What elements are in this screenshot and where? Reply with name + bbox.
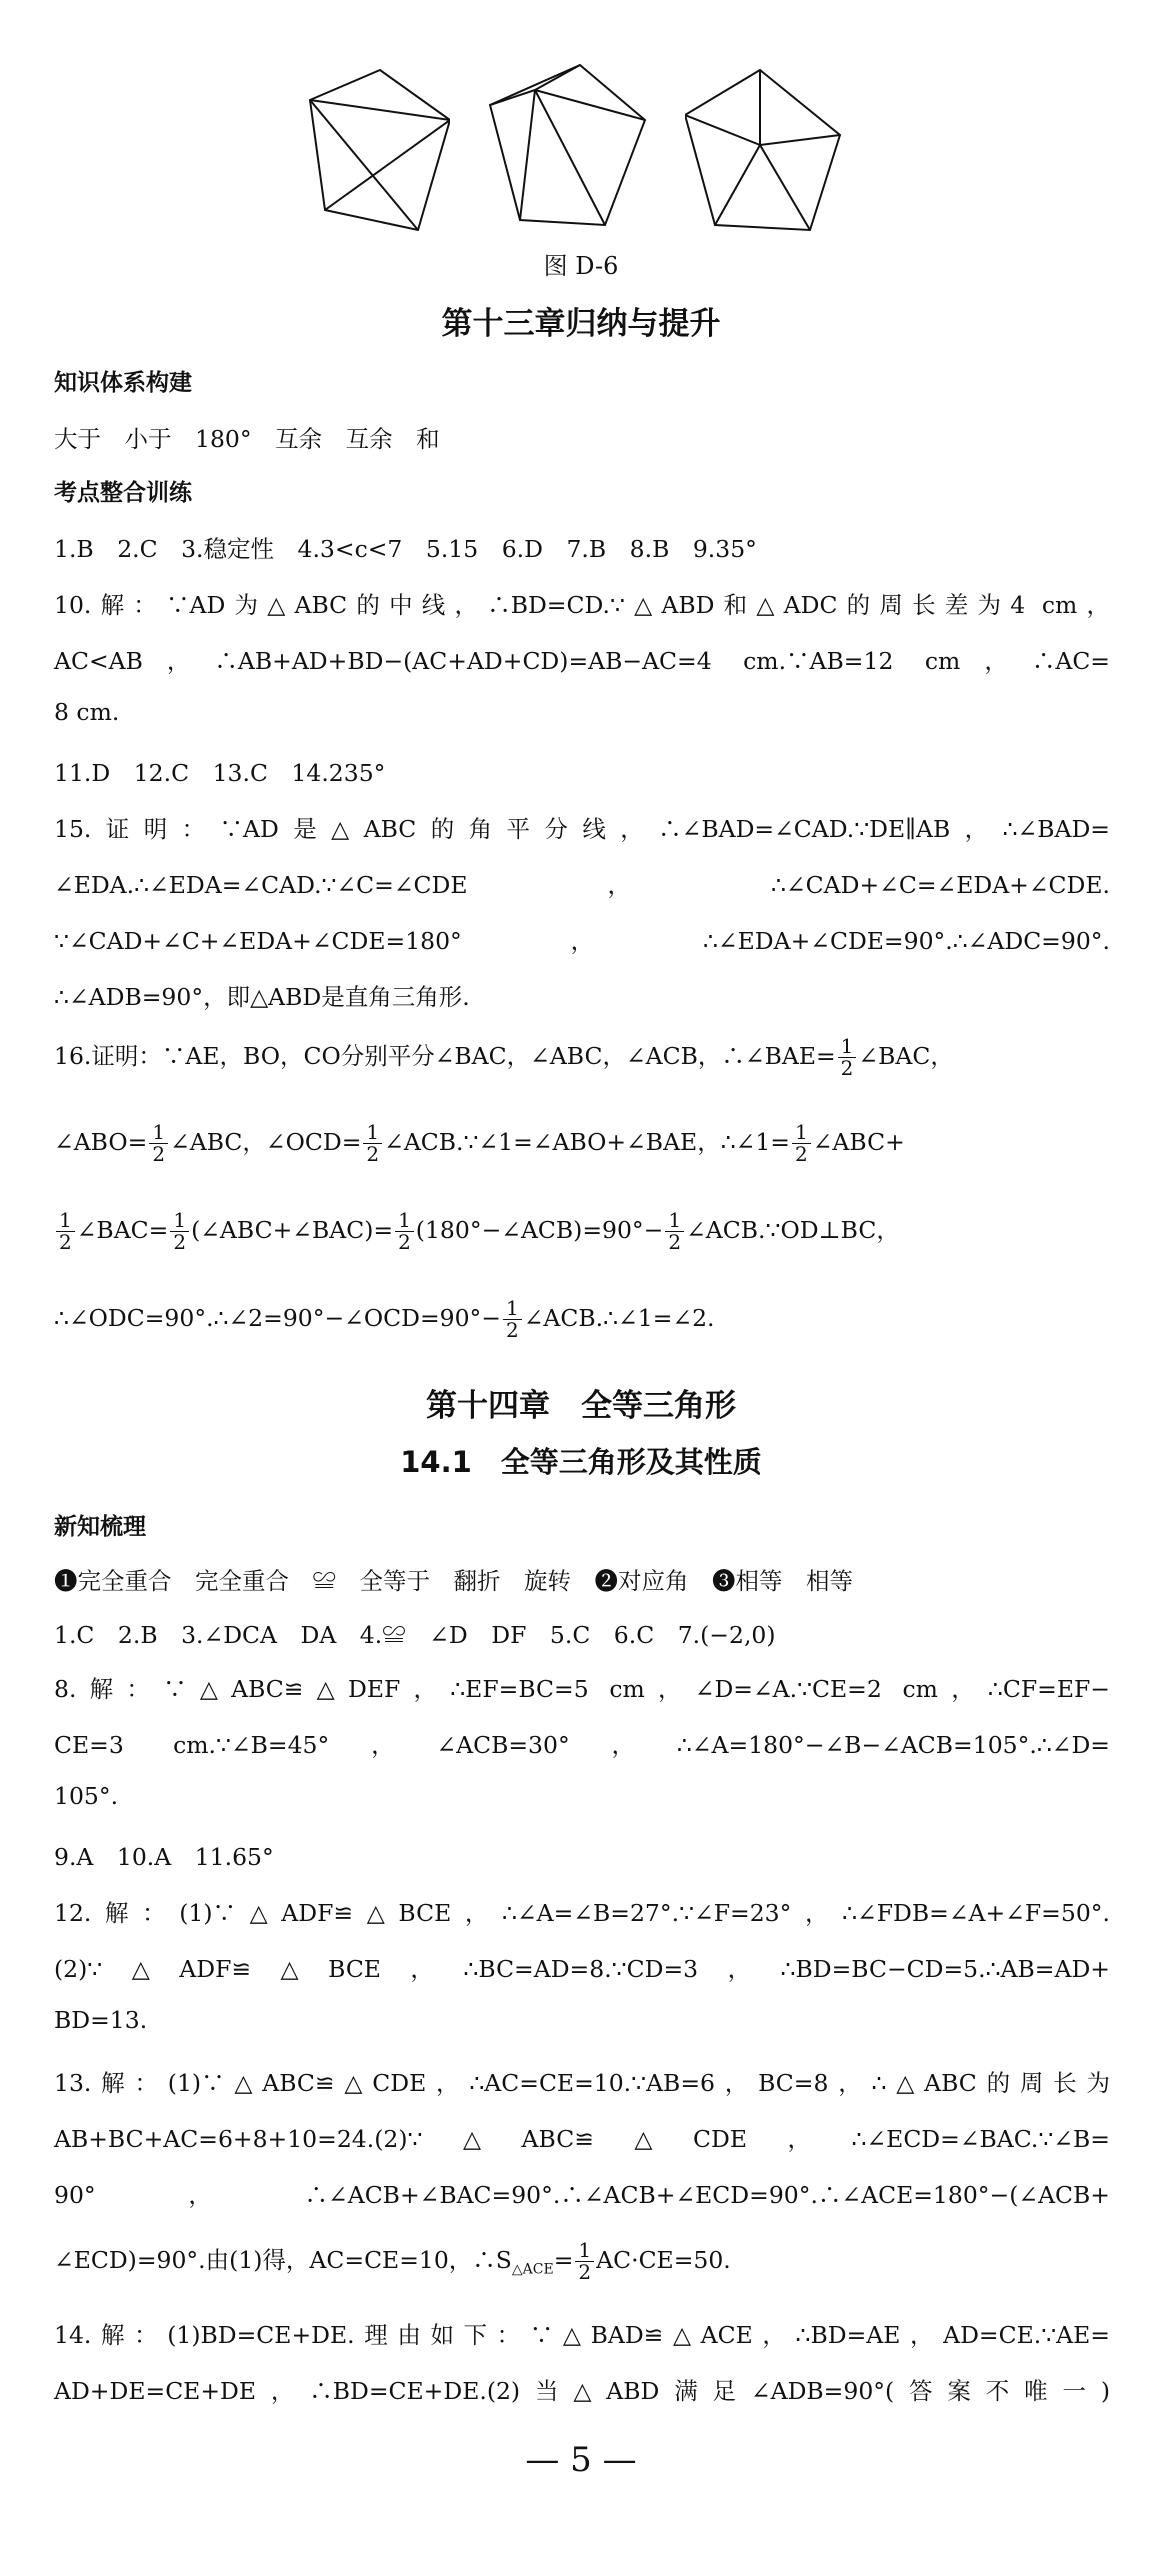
fraction-half: $\frac{1}{2}$	[792, 1122, 811, 1165]
pentagon-figure-1	[300, 60, 450, 240]
answer-13-line4	[54, 2240, 1110, 2283]
answer-13-line1: 13.解：(1)∵△ABC≌△CDE，∴AC=CE=10.∵AB=6，BC=8，∴△ABC的周长为	[54, 2069, 1110, 2097]
text: ∠ACB.∴∠1=∠2.	[523, 1304, 715, 1332]
answer-10-line2: AC<AB，∴AB+AD+BD−(AC+AD+CD)=AB−AC=4 cm.∵AB=12 cm，∴AC=	[54, 647, 1110, 675]
answers-1-7: 1.C 2.B 3.∠DCA DA 4.≌ ∠D DF 5.C 6.C 7.(−2,0)	[54, 1621, 776, 1649]
answer-8-line3: 105°.	[54, 1782, 119, 1810]
answer-12-line1: 12.解：(1)∵△ADF≌△BCE，∴∠A=∠B=27°.∵∠F=23°，∴∠FDB=∠A+∠F=50°.	[54, 1899, 1110, 1927]
answers-9-11: 9.A 10.A 11.65°	[54, 1843, 274, 1871]
answer-14-line2: AD+DE=CE+DE，∴BD=CE+DE.(2)当△ABD满足∠ADB=90°(答案不唯一)	[54, 2377, 1110, 2405]
fraction-half: $\frac{1}{2}$	[575, 2240, 594, 2283]
text: =	[553, 2246, 574, 2274]
text: ∠ACB.∵∠1=∠ABO+∠BAE，∴∠1=	[384, 1128, 790, 1156]
section-knowledge-system: 知识体系构建	[54, 370, 192, 396]
subscript: △ACE	[511, 2261, 554, 2278]
pentagon-figure-3	[685, 60, 855, 240]
answer-15-line4: ∴∠ADB=90°，即△ABD是直角三角形.	[54, 983, 470, 1011]
text: (∠ABC+∠BAC)=	[191, 1216, 394, 1244]
answer-12-line3: BD=13.	[54, 2006, 148, 2034]
answer-15-line2: ∠EDA.∴∠EDA=∠CAD.∵∠C=∠CDE，∴∠CAD+∠C=∠EDA+∠CDE.	[54, 871, 1110, 899]
answer-15-line1: 15.证明：∵AD是△ABC的角平分线，∴∠BAD=∠CAD.∵DE∥AB，∴∠BAD=	[54, 815, 1110, 843]
answers-1-9: 1.B 2.C 3.稳定性 4.3<c<7 5.15 6.D 7.B 8.B 9.35°	[54, 535, 757, 563]
text: ∠ECD)=90°.由(1)得，AC=CE=10，∴S	[54, 2246, 512, 2274]
text: ∠BAC，	[858, 1042, 954, 1070]
answer-10-line1: 10.解：∵AD为△ABC的中线，∴BD=CD.∵△ABD和△ADC的周长差为4 cm，	[54, 591, 1110, 619]
section-exam-training: 考点整合训练	[54, 480, 192, 506]
answer-16-line4	[54, 1298, 1110, 1341]
fraction-half: $\frac{1}{2}$	[149, 1122, 168, 1165]
answer-16-line3	[54, 1210, 1110, 1253]
answer-13-line2: AB+BC+AC=6+8+10=24.(2)∵△ABC≌△CDE，∴∠ECD=∠BAC.∵∠B=	[54, 2125, 1110, 2153]
chapter13-title: 第十三章归纳与提升	[441, 306, 721, 342]
fraction-half: $\frac{1}{2}$	[665, 1210, 684, 1253]
knowledge-answers: 大于 小于 180° 互余 互余 和	[54, 425, 440, 453]
answer-15-line3: ∵∠CAD+∠C+∠EDA+∠CDE=180°，∴∠EDA+∠CDE=90°.∴∠ADC=90°.	[54, 927, 1110, 955]
fraction-half: $\frac{1}{2}$	[503, 1298, 522, 1341]
answer-13-line3: 90°，∴∠ACB+∠BAC=90°.∴∠ACB+∠ECD=90°.∴∠ACE=180°−(∠ACB+	[54, 2181, 1110, 2209]
section-14-1-title: 14.1 全等三角形及其性质	[400, 1445, 762, 1479]
text: 16.证明：∵AE，BO，CO分别平分∠BAC，∠ABC，∠ACB，∴∠BAE=	[54, 1042, 836, 1070]
page-number: — 5 —	[525, 2440, 637, 2480]
answer-12-line2: (2)∵△ADF≌△BCE，∴BC=AD=8.∵CD=3，∴BD=BC−CD=5.∴AB=AD+	[54, 1955, 1110, 1983]
text: (180°−∠ACB)=90°−	[415, 1216, 664, 1244]
text: ∠BAC=	[76, 1216, 169, 1244]
answer-14-line1: 14.解：(1)BD=CE+DE.理由如下：∵△BAD≌△ACE，∴BD=AE，AD=CE.∵AE=	[54, 2321, 1110, 2349]
answer-8-line2: CE=3 cm.∵∠B=45°，∠ACB=30°，∴∠A=180°−∠B−∠ACB=105°.∴∠D=	[54, 1731, 1110, 1759]
figure-d6	[300, 60, 860, 250]
text: ∠ABO=	[54, 1128, 148, 1156]
pentagon-figure-2	[485, 60, 655, 240]
text: ∠ACB.∵OD⊥BC，	[686, 1216, 900, 1244]
fraction-half: $\frac{1}{2}$	[395, 1210, 414, 1253]
answer-8-line1: 8.解：∵△ABC≌△DEF，∴EF=BC=5 cm，∠D=∠A.∵CE=2 cm，∴CF=EF−	[54, 1675, 1110, 1703]
figure-caption: 图 D-6	[543, 252, 619, 280]
chapter14-title: 第十四章 全等三角形	[426, 1388, 736, 1424]
answer-10-line3: 8 cm.	[54, 698, 120, 726]
new-knowledge-answers: ❶完全重合 完全重合 ≌ 全等于 翻折 旋转 ❷对应角 ❸相等 相等	[54, 1567, 853, 1595]
fraction-half: $\frac{1}{2}$	[170, 1210, 189, 1253]
text: ∠ABC+	[812, 1128, 905, 1156]
text: ∠ABC，∠OCD=	[170, 1128, 362, 1156]
answer-16-line1	[54, 1036, 1110, 1079]
fraction-half: $\frac{1}{2}$	[838, 1036, 857, 1079]
answers-11-14: 11.D 12.C 13.C 14.235°	[54, 759, 386, 787]
text: ∴∠ODC=90°.∴∠2=90°−∠OCD=90°−	[54, 1304, 501, 1332]
fraction-half: $\frac{1}{2}$	[56, 1210, 75, 1253]
section-new-knowledge: 新知梳理	[54, 1514, 146, 1540]
fraction-half: $\frac{1}{2}$	[363, 1122, 382, 1165]
answer-16-line2	[54, 1122, 1110, 1165]
text: AC·CE=50.	[596, 2246, 731, 2274]
